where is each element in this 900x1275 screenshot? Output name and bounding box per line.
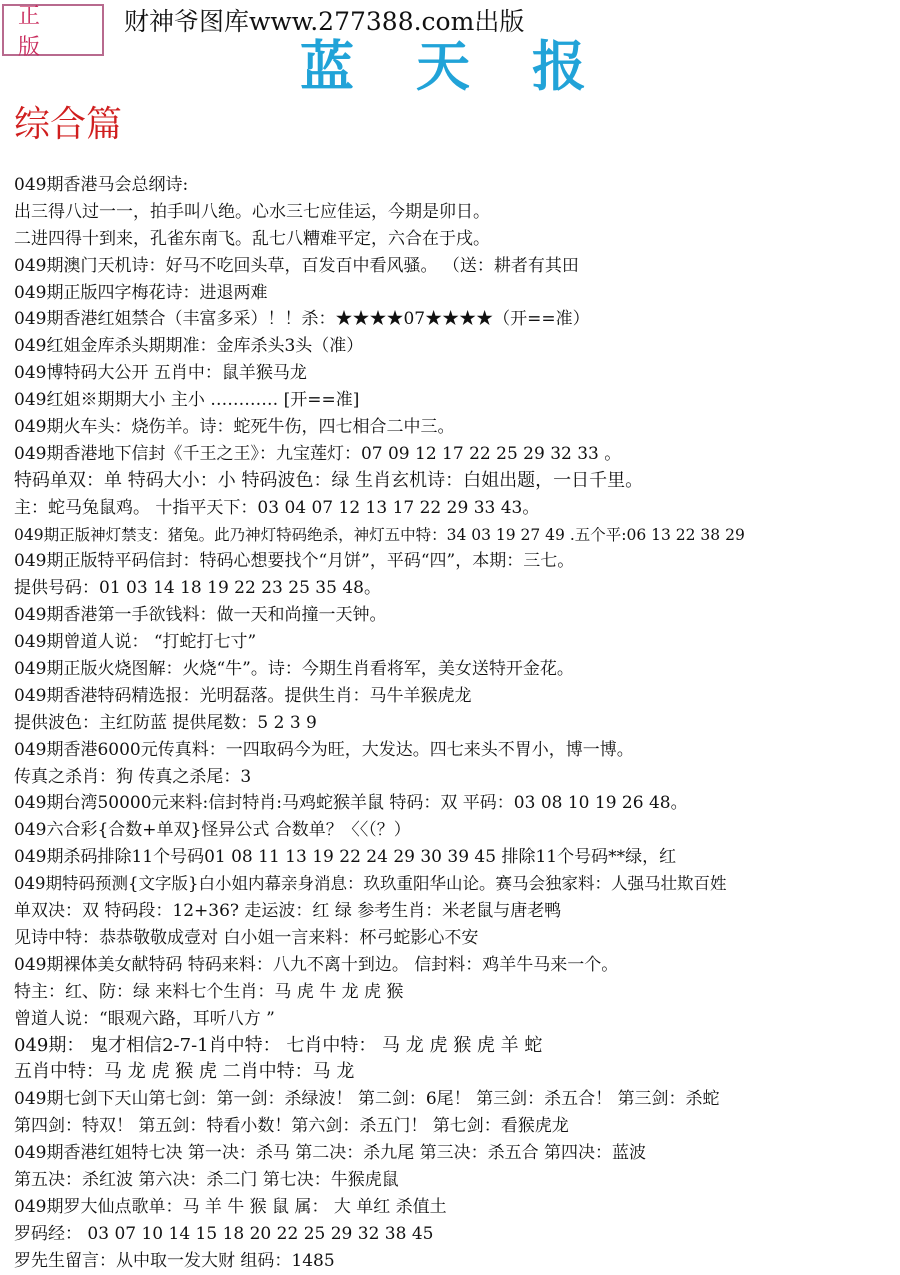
text-line: 曾道人说：“眼观六路，耳听八方 ” [14,1008,275,1029]
text-line: 特码单双：单 特码大小：小 特码波色：绿 生肖玄机诗：白姐出题，一日千里。 [14,469,644,491]
text-line: 049期香港6000元传真料：一四取码今为旺，大发达。四七来头不胃小，博一博。 [14,739,634,760]
text-line: 提供波色：主红防蓝 提供尾数：5 2 3 9 [14,712,317,733]
text-line: 罗先生留言：从中取一发大财 组码：1485 [14,1250,335,1271]
text-line: 二进四得十到来，孔雀东南飞。乱七八糟难平定，六合在于戌。 [14,228,490,249]
text-line: 049博特码大公开 五肖中：鼠羊猴马龙 [14,363,307,384]
text-line: 049期香港特码精选报：光明磊落。提供生肖：马牛羊猴虎龙 [14,685,472,706]
text-line: 049期正版神灯禁支：猪兔。此乃神灯特码绝杀，神灯五中特：34 03 19 27 49 .五个平:06 13 22 38 29 [14,525,745,544]
text-line: 五肖中特：马 龙 虎 猴 虎 二肖中特：马 龙 [14,1061,355,1083]
text-line: 049期曾道人说： “打蛇打七寸” [14,632,257,653]
text-line: 049期台湾50000元来料:信封特肖:马鸡蛇猴羊鼠 特码：双 平码：03 08 10 19 26 48。 [14,793,688,814]
text-line: 049期香港第一手欲钱料：做一天和尚撞一天钟。 [14,605,387,626]
text-line: 单双决：双 特码段：12+36? 走运波：红 绿 参考生肖：米老鼠与唐老鸭 [14,901,562,922]
text-line: 第五决：杀红波 第六决：杀二门 第七决：牛猴虎鼠 [14,1169,399,1190]
publisher-line: 财神爷图库www.277388.com出版 [124,7,525,36]
text-line: 049红姐※期期大小 主小 ………… [开==准] [14,390,360,411]
text-line: 049期正版四字梅花诗：进退两难 [14,282,268,303]
text-line: 第四剑：特双！ 第五剑：特看小数！第六剑：杀五门！ 第七剑：看猴虎龙 [14,1116,569,1137]
text-line: 049期正版火烧图解：火烧“牛”。诗：今期生肖看将军，美女送特开金花。 [14,659,574,680]
text-line: 主：蛇马兔鼠鸡。 十指平天下：03 04 07 12 13 17 22 29 33 43。 [14,497,540,518]
section-title: 综合篇 [14,104,123,145]
text-line: 见诗中特：恭恭敬敬成壹对 白小姐一言来料：杯弓蛇影心不安 [14,927,479,948]
masthead-title: 蓝天报 [300,35,648,98]
text-line: 049红姐金库杀头期期准：金库杀头3头（准） [14,336,364,357]
text-line: 特主：红、防：绿 来料七个生肖：马 虎 牛 龙 虎 猴 [14,981,404,1002]
text-line: 049期罗大仙点歌单：马 羊 牛 猴 鼠 属： 大 单红 杀值土 [14,1196,447,1217]
text-line: 049期正版特平码信封：特码心想要找个“月饼”，平码“四”，本期：三七。 [14,551,575,572]
text-line: 049六合彩{合数+单双}怪异公式 合数单？〈〈（？） [14,820,411,841]
text-line: 049期七剑下天山第七剑：第一剑：杀绿波！ 第二剑：6尾！ 第三剑：杀五合！ 第三剑：杀蛇 [14,1089,720,1110]
text-line: 049期香港马会总纲诗: [14,175,189,195]
text-line: 049期裸体美女献特码 特码来料：八九不离十到边。 信封料：鸡羊牛马来一个。 [14,954,619,975]
text-line: 049期： 鬼才相信2-7-1肖中特： 七肖中特： 马 龙 虎 猴 虎 羊 蛇 [14,1034,543,1056]
text-line: 049期特码预测{文字版}白小姐内幕亲身消息：玖玖重阳华山论。赛马会独家料：人强马壮欺百姓 [14,874,727,894]
text-line: 049期火车头：烧伤羊。诗：蛇死牛伤，四七相合二中三。 [14,417,455,438]
authentic-stamp: 正 版 [2,4,104,56]
content-body [14,172,900,1275]
text-line: 罗码经： 03 07 10 14 15 18 20 22 25 29 32 38 45 [14,1223,434,1244]
text-line: 出三得八过一一，拍手叫八绝。心水三七应佳运，今期是卯日。 [14,201,490,222]
text-line: 提供号码：01 03 14 18 19 22 23 25 35 48。 [14,578,381,599]
text-line: 049期香港红姐禁合（丰富多采）！！杀：★★★★07★★★★（开==准） [14,309,590,330]
text-line: 049期澳门天机诗：好马不吃回头草，百发百中看风骚。 （送：耕者有其田 [14,255,579,276]
text-line: 传真之杀肖：狗 传真之杀尾：3 [14,766,252,787]
text-line: 049期香港地下信封《千王之王》：九宝莲灯：07 09 12 17 22 25 29 32 33 。 [14,443,622,464]
text-line: 049期杀码排除11个号码01 08 11 13 19 22 24 29 30 39 45 排除11个号码**绿，红 [14,847,677,868]
text-line: 049期香港红姐特七决 第一决：杀马 第二决：杀九尾 第三决：杀五合 第四决：蓝波 [14,1143,647,1164]
